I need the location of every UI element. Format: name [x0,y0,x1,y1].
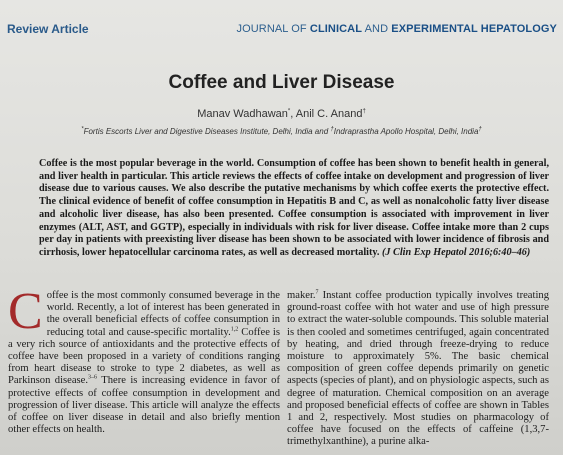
journal-name: JOURNAL OF CLINICAL AND EXPERIMENTAL HEPATOLOGY [236,23,557,35]
drop-cap: C [8,283,43,340]
journal-citation: (J Clin Exp Hepatol 2016;6:40–46) [382,246,531,258]
author-name: Manav Wadhawan [197,108,288,120]
article-type-label: Review Article [7,22,89,36]
author-name: Anil C. Anand [295,108,363,120]
body-column-right: maker.$^7$ Instant coffee production typically involves treating ground-roast coffee with hot water and use of high pressure to extract the water-soluble compounds. This soluble material is then cooled and sometimes centrifuged, again concentrated by heating, and dried through freeze-drying to reduce moisture to approximately 5%. The basic chemical composition of green coffee depends primarily on genetic aspects (species of plant), and on physiologic aspects, such as degree of maturation. Chemical composition on an average and proposed beneficial effects of coffee are shown in Tables 1 and 2, respectively. Most studies on pharmacology of coffee have focused on the effects of caffeine (1,3,7-trimethylxanthine), a purine alka- [287,289,549,448]
body-column-left: Coffee is the most commonly consumed beverage in the world. Recently, a lot of interest has been generated in the overall beneficial effects of coffee consumption in reducing total and cause-specific mortality.$^{1,2}$ Coffee is a very rich source of antioxidants and the protective effects of coffee have been proposed in a variety of conditions ranging from heart disease to stroke to type 2 diabetes, as well as Parkinson disease.$^{3-6}$ There is increasing evidence in favor of protective effects of coffee consumption in development and progression of liver disease. This article will analyze the effects of coffee on liver disease in detail and also briefly mention other effects on health. [8,283,280,436]
author-list: Manav Wadhawan*, Anil C. Anand† [197,108,366,120]
article-title: Coffee and Liver Disease [168,72,395,93]
author-affiliations: *Fortis Escorts Liver and Digestive Diseases Institute, Delhi, India and †Indraprastha Apollo Hospital, Delhi, India† [81,126,482,136]
page-header [0,22,563,42]
abstract-text: Coffee is the most popular beverage in the world. Consumption of coffee has been shown to benefit health in general, and liver health in particular. This article reviews the effects of coffee intake on development and progression of liver disease due to various causes. We also describe the putative mechanisms by which coffee exerts the protective effect. The clinical evidence of benefit of coffee consumption in Hepatitis B and C, as well as nonalcoholic fatty liver disease and alcoholic liver disease, has also been presented. Coffee consumption is associated with improvement in liver enzymes (ALT, AST, and GGTP), especially in individuals with risk for liver disease. Coffee intake more than 2 cups per day in patients with preexisting liver disease has been shown to be associated with lower incidence of fibrosis and cirrhosis, lower hepatocellular carcinoma rates, as well as decreased mortality. (J Clin Exp Hepatol 2016;6:40–46) [39,158,549,258]
